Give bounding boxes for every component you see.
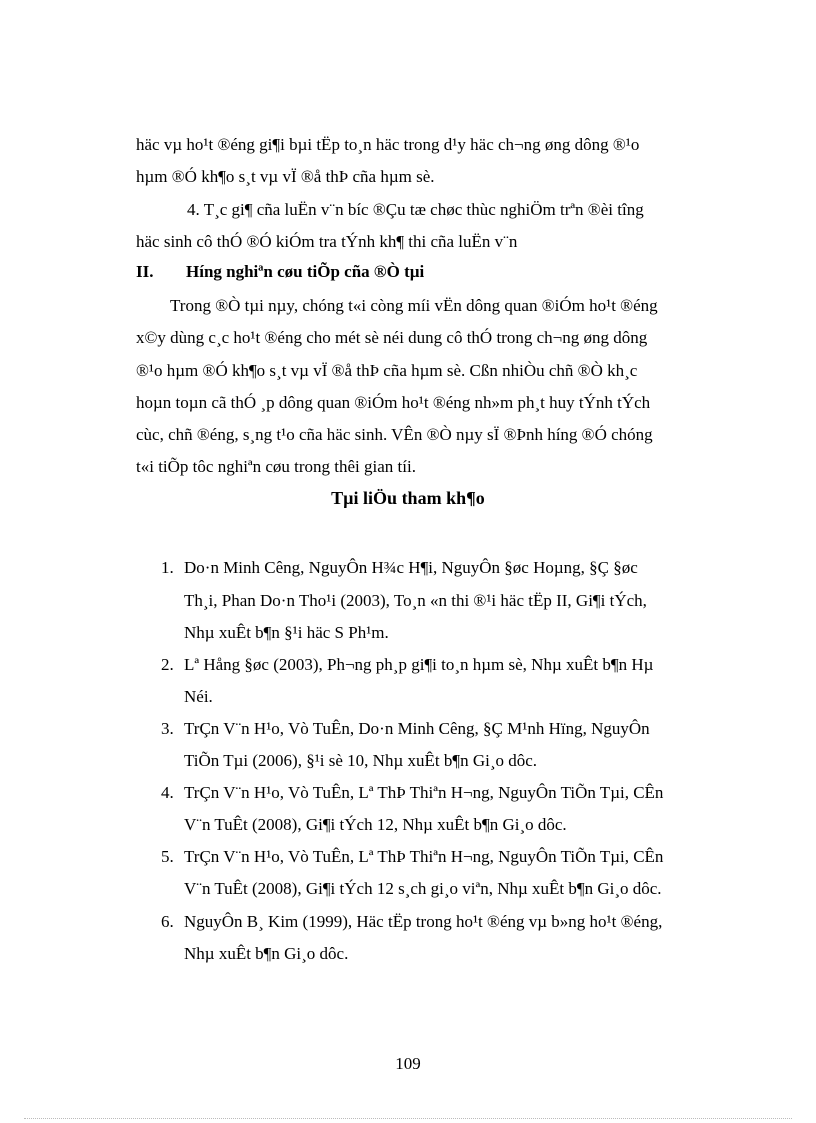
reference-line: TrÇn V¨n H¹o, Vò TuÊn, Lª ThÞ Thiªn H¬ng, NguyÔn TiÕn Tµi, CÊn [184, 783, 664, 802]
reference-line: Nhµ xuÊt b¶n §¹i häc S Ph¹m. [184, 623, 389, 642]
reference-number: 6. [161, 912, 174, 931]
body-line: 4. T¸c gi¶ cña luËn v¨n bíc ®Çu tæ chøc thùc nghiÖm trªn ®èi tîng [187, 200, 644, 219]
section-heading [136, 262, 424, 282]
section-line: hoµn toµn cã thÓ ¸p dông quan ®iÓm ho¹t ®éng nh»m ph¸t huy tÝnh tÝch [136, 393, 651, 412]
section-line: cùc, chñ ®éng, s¸ng t¹o cña häc sinh. VÊn ®Ò nµy sÏ ®Þnh híng ®Ó chóng [136, 425, 653, 444]
section-line: ®¹o hµm ®Ó kh¶o s¸t vµ vÏ ®å thÞ cña hµm sè. Cßn nhiÒu chñ ®Ò kh¸c [136, 361, 638, 380]
body-line: häc sinh cô thÓ ®Ó kiÓm tra tÝnh kh¶ thi cña luËn v¨n [136, 232, 518, 251]
reference-line: V¨n TuÊt (2008), Gi¶i tÝch 12, Nhµ xuÊt b¶n Gi¸o dôc. [184, 815, 567, 834]
reference-line: Lª Hång §øc (2003), Ph¬ng ph¸p gi¶i to¸n hµm sè, Nhµ xuÊt b¶n Hµ [184, 655, 654, 674]
page-number: 109 [395, 1054, 421, 1073]
section-number: II. [136, 262, 154, 281]
reference-line: Nhµ xuÊt b¶n Gi¸o dôc. [184, 944, 349, 963]
reference-line: TiÕn Tµi (2006), §¹i sè 10, Nhµ xuÊt b¶n Gi¸o dôc. [184, 751, 538, 770]
reference-line: TrÇn V¨n H¹o, Vò TuÊn, Lª ThÞ Thiªn H¬ng, NguyÔn TiÕn Tµi, CÊn [184, 847, 664, 866]
body-line: häc vµ ho¹t ®éng gi¶i bµi tËp to¸n häc trong d¹y häc ch¬ng øng dông ®¹o [136, 135, 640, 154]
section-line: x©y dùng c¸c ho¹t ®éng cho mét sè néi dung cô thÓ trong ch¬ng øng dông [136, 328, 648, 347]
body-line: hµm ®Ó kh¶o s¸t vµ vÏ ®å thÞ cña hµm sè. [136, 167, 435, 186]
reference-number: 4. [161, 783, 174, 802]
references-title: Tµi liÖu tham kh¶o [331, 488, 485, 508]
reference-line: Th¸i, Phan Do·n Tho¹i (2003), To¸n «n thi ®¹i häc tËp II, Gi¶i tÝch, [184, 591, 647, 610]
reference-number: 3. [161, 719, 174, 738]
section-title: Híng nghiªn cøu tiÕp cña ®Ò tµi [186, 262, 425, 281]
section-line: t«i tiÕp tôc nghiªn cøu trong thêi gian tíi. [136, 457, 416, 476]
reference-line: NguyÔn B¸ Kim (1999), Häc tËp trong ho¹t ®éng vµ b»ng ho¹t ®éng, [184, 912, 663, 931]
reference-line: Néi. [184, 687, 213, 706]
page-bottom-divider [24, 1118, 792, 1119]
reference-number: 5. [161, 847, 174, 866]
reference-line: TrÇn V¨n H¹o, Vò TuÊn, Do·n Minh Cêng, §Ç M¹nh Hïng, NguyÔn [184, 719, 650, 738]
reference-number: 1. [161, 558, 174, 577]
reference-line: Do·n Minh Cêng, NguyÔn H¾c H¶i, NguyÔn §øc Hoµng, §Ç §øc [184, 558, 638, 577]
section-line: Trong ®Ò tµi nµy, chóng t«i còng míi vËn dông quan ®iÓm ho¹t ®éng [170, 296, 658, 315]
reference-line: V¨n TuÊt (2008), Gi¶i tÝch 12 s¸ch gi¸o viªn, Nhµ xuÊt b¶n Gi¸o dôc. [184, 879, 662, 898]
reference-number: 2. [161, 655, 174, 674]
